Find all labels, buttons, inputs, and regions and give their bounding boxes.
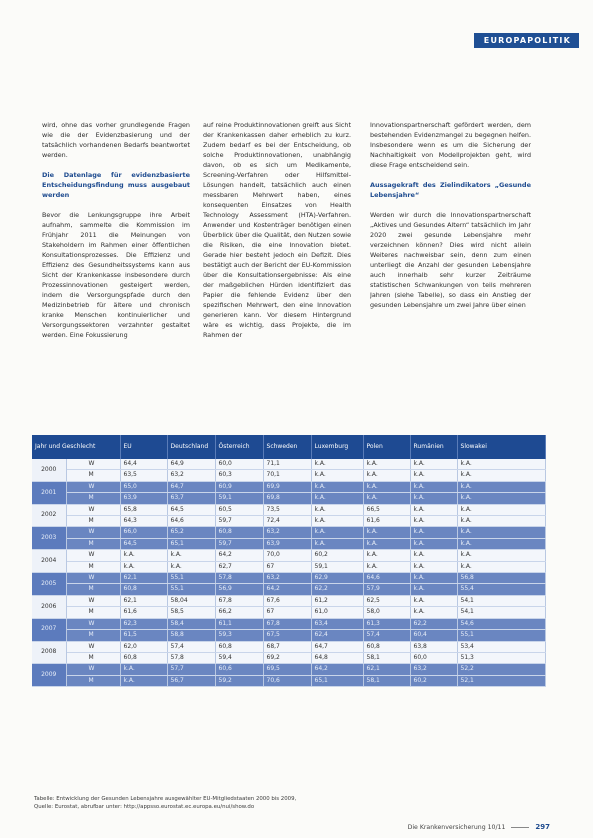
table-row bbox=[32, 459, 545, 470]
value-cell: 70,1 bbox=[263, 470, 311, 481]
value-cell: 52,1 bbox=[457, 675, 545, 686]
table-row bbox=[32, 675, 545, 686]
paragraph: Werden wir durch die Innovationspartnerschaft „Aktives und Gesundes Altern“ tatsächlich im Jahr 2020 zwei gesunde Lebensjahre mehr verzeichnen können? Dies wird nicht allein Weiteres nachweisbar sein, denn zum einen unterliegt die Anzahl der gesunden Lebensjahre auch innerhalb sehr kurzer Zeiträume statistischen Schwankungen von teils mehreren Jahren (siehe Tabelle), so dass ein Anstieg der gesunden Lebensjahre um zwei Jahre über einen bbox=[370, 211, 531, 310]
sex-cell: M bbox=[66, 652, 120, 663]
year-cell: 2000 bbox=[32, 459, 66, 481]
value-cell: 58,8 bbox=[167, 630, 215, 641]
value-cell: 54,6 bbox=[457, 618, 545, 629]
column-header: Polen bbox=[363, 435, 410, 459]
value-cell: 62,4 bbox=[311, 630, 363, 641]
value-cell: 60,9 bbox=[215, 481, 263, 492]
issue-number: 10/11 bbox=[487, 824, 506, 831]
value-cell: 64,6 bbox=[363, 573, 410, 584]
value-cell: k.A. bbox=[167, 561, 215, 572]
value-cell: k.A. bbox=[311, 459, 363, 470]
table-row bbox=[32, 584, 545, 595]
value-cell: 59,2 bbox=[215, 675, 263, 686]
value-cell: k.A. bbox=[311, 470, 363, 481]
sex-cell: M bbox=[66, 675, 120, 686]
value-cell: 66,5 bbox=[363, 504, 410, 515]
value-cell: k.A. bbox=[457, 493, 545, 504]
value-cell: k.A. bbox=[363, 550, 410, 561]
value-cell: 73,5 bbox=[263, 504, 311, 515]
value-cell: 62,1 bbox=[363, 664, 410, 675]
value-cell: k.A. bbox=[410, 493, 457, 504]
value-cell: k.A. bbox=[457, 561, 545, 572]
value-cell: 60,0 bbox=[410, 652, 457, 663]
value-cell: 61,3 bbox=[363, 618, 410, 629]
value-cell: 60,6 bbox=[215, 664, 263, 675]
sex-cell: M bbox=[66, 607, 120, 618]
value-cell: 65,1 bbox=[167, 538, 215, 549]
value-cell: 59,4 bbox=[215, 652, 263, 663]
value-cell: k.A. bbox=[311, 538, 363, 549]
column-header: Schweden bbox=[263, 435, 311, 459]
footer-divider bbox=[511, 827, 529, 828]
value-cell: 58,1 bbox=[363, 675, 410, 686]
year-cell: 2004 bbox=[32, 550, 66, 573]
value-cell: 65,2 bbox=[167, 527, 215, 538]
value-cell: 57,8 bbox=[215, 573, 263, 584]
table-row bbox=[32, 595, 545, 606]
sex-cell: M bbox=[66, 584, 120, 595]
value-cell: 63,4 bbox=[311, 618, 363, 629]
paragraph: auf reine Produktinnovationen greift aus Sicht der Krankenkassen daher erheblich zu kurz. Zudem bedarf es bei der Entscheidung, ob solche Produktinnovationen, unabhängig davon, ob es sich um Medikamente, Screening-Verfahren oder Hilfsmittel-Lösungen handelt, tatsächlich auch einen messbaren Mehrwert haben, eines konsequenten Einsatzes von Health Technology Assessment (HTA)-Verfahren. Anwender und Kostenträger benötigen einen Überblick über die Qualität, den Nutzen sowie die Risiken, die eine Innovation bietet. Gerade hier besteht jedoch ein Defizit. Dies bestätigt auch der Bericht der EU-Kommission über die Konsultationsergebnisse: Als eine der maßgeblichen Hürden identifiziert das Papier die fehlende Evidenz über den spezifischen Mehrwert, den eine Innovation generieren kann. Vor diesem Hintergrund wäre es wichtig, dass Projekte, die im Rahmen der bbox=[203, 121, 351, 340]
subheading: Aussagekraft des Zielindikators „Gesunde Lebensjahre“ bbox=[370, 181, 531, 200]
value-cell: k.A. bbox=[120, 664, 167, 675]
value-cell: 59,1 bbox=[311, 561, 363, 572]
paragraph: wird, ohne das vorher grundlegende Fragen wie die der Evidenzbasierung und der tatsächlich vorhandenen Bedarfs beantwortet werden. bbox=[42, 121, 190, 160]
table-caption bbox=[34, 795, 554, 811]
sex-cell: M bbox=[66, 630, 120, 641]
page-footer bbox=[380, 823, 550, 831]
table-row bbox=[32, 516, 545, 527]
value-cell: 60,0 bbox=[215, 459, 263, 470]
table-row bbox=[32, 652, 545, 663]
value-cell: 67 bbox=[263, 607, 311, 618]
sex-cell: M bbox=[66, 470, 120, 481]
value-cell: 56,8 bbox=[457, 573, 545, 584]
value-cell: 69,5 bbox=[263, 664, 311, 675]
value-cell: k.A. bbox=[457, 481, 545, 492]
value-cell: 62,2 bbox=[410, 618, 457, 629]
value-cell: 60,8 bbox=[215, 527, 263, 538]
value-cell: k.A. bbox=[457, 527, 545, 538]
value-cell: 63,5 bbox=[120, 470, 167, 481]
value-cell: 60,8 bbox=[120, 652, 167, 663]
value-cell: 64,5 bbox=[167, 504, 215, 515]
column-header: Luxemburg bbox=[311, 435, 363, 459]
value-cell: 61,6 bbox=[120, 607, 167, 618]
caption-source: Quelle: Eurostat, abrufbar unter: http://appsso.eurostat.ec.europa.eu/nui/show.do bbox=[34, 804, 255, 810]
value-cell: k.A. bbox=[120, 550, 167, 561]
value-cell: k.A. bbox=[410, 584, 457, 595]
text-column-3 bbox=[370, 120, 531, 422]
column-header: EU bbox=[120, 435, 167, 459]
value-cell: 70,0 bbox=[263, 550, 311, 561]
value-cell: 67,8 bbox=[263, 618, 311, 629]
value-cell: 67,6 bbox=[263, 595, 311, 606]
sex-cell: W bbox=[66, 527, 120, 538]
value-cell: 60,2 bbox=[410, 675, 457, 686]
value-cell: 59,7 bbox=[215, 516, 263, 527]
value-cell: k.A. bbox=[363, 538, 410, 549]
caption-line: Tabelle: Entwicklung der Gesunden Lebensjahre ausgewählter EU-Mitgliedstaaten 2000 bis 2009, bbox=[34, 796, 297, 802]
table-header-row bbox=[32, 435, 545, 459]
value-cell: 64,6 bbox=[167, 516, 215, 527]
value-cell: 58,0 bbox=[363, 607, 410, 618]
value-cell: 56,7 bbox=[167, 675, 215, 686]
value-cell: 62,1 bbox=[120, 573, 167, 584]
value-cell: k.A. bbox=[410, 550, 457, 561]
sex-cell: W bbox=[66, 595, 120, 606]
value-cell: 63,2 bbox=[263, 527, 311, 538]
table-row bbox=[32, 470, 545, 481]
value-cell: k.A. bbox=[410, 481, 457, 492]
value-cell: 62,5 bbox=[363, 595, 410, 606]
value-cell: k.A. bbox=[410, 516, 457, 527]
year-cell: 2008 bbox=[32, 641, 66, 664]
value-cell: 64,2 bbox=[311, 664, 363, 675]
value-cell: 71,1 bbox=[263, 459, 311, 470]
value-cell: k.A. bbox=[410, 595, 457, 606]
value-cell: k.A. bbox=[410, 607, 457, 618]
sex-cell: W bbox=[66, 459, 120, 470]
table-row bbox=[32, 527, 545, 538]
value-cell: 72,4 bbox=[263, 516, 311, 527]
value-cell: 62,3 bbox=[120, 618, 167, 629]
column-header: Deutschland bbox=[167, 435, 215, 459]
sex-cell: M bbox=[66, 516, 120, 527]
value-cell: 62,7 bbox=[215, 561, 263, 572]
value-cell: k.A. bbox=[410, 573, 457, 584]
value-cell: 64,5 bbox=[120, 538, 167, 549]
value-cell: 67,8 bbox=[215, 595, 263, 606]
value-cell: 63,9 bbox=[120, 493, 167, 504]
year-cell: 2007 bbox=[32, 618, 66, 641]
value-cell: 66,2 bbox=[215, 607, 263, 618]
value-cell: 64,7 bbox=[311, 641, 363, 652]
value-cell: 57,8 bbox=[167, 652, 215, 663]
value-cell: 60,5 bbox=[215, 504, 263, 515]
value-cell: 69,9 bbox=[263, 481, 311, 492]
column-header: Jahr und Geschlecht bbox=[32, 435, 120, 459]
table-row bbox=[32, 630, 545, 641]
column-header: Rumänien bbox=[410, 435, 457, 459]
value-cell: 59,1 bbox=[215, 493, 263, 504]
value-cell: 61,2 bbox=[311, 595, 363, 606]
value-cell: 58,04 bbox=[167, 595, 215, 606]
value-cell: 63,2 bbox=[263, 573, 311, 584]
value-cell: 59,7 bbox=[215, 538, 263, 549]
value-cell: k.A. bbox=[311, 493, 363, 504]
value-cell: 62,1 bbox=[120, 595, 167, 606]
value-cell: k.A. bbox=[311, 504, 363, 515]
table-row bbox=[32, 481, 545, 492]
sex-cell: W bbox=[66, 664, 120, 675]
column-header: Österreich bbox=[215, 435, 263, 459]
year-cell: 2009 bbox=[32, 664, 66, 687]
paragraph: Innovationspartnerschaft gefördert werden, dem bestehenden Evidenzmangel zu begegnen helfen. Insbesondere wenn es um die Sicherung der Nachhaltigkeit von Modellprojekten geht, wird diese Frage entscheidend sein. bbox=[370, 121, 531, 170]
value-cell: k.A. bbox=[410, 527, 457, 538]
paragraph: Bevor die Lenkungsgruppe ihre Arbeit aufnahm, sammelte die Kommission im Frühjahr 2011 die Meinungen von Stakeholdern im Rahmen einer öffentlichen Konsultationsprozesses. Die Effizienz und Effizienz des Gesundheitssystems kann aus Sicht der Krankenkasse insbesondere durch Prozessinnovationen gesteigert werden, indem die Versorgungspfade durch den Medizinbetrieb für ältere und chronisch kranke Menschen kontinuierlicher und Versorgungssektoren verzahnter gestaltet werden. Eine Fokussierung bbox=[42, 211, 190, 340]
table-row bbox=[32, 493, 545, 504]
value-cell: 63,2 bbox=[410, 664, 457, 675]
value-cell: 57,7 bbox=[167, 664, 215, 675]
value-cell: 70,6 bbox=[263, 675, 311, 686]
value-cell: k.A. bbox=[363, 459, 410, 470]
value-cell: 64,8 bbox=[311, 652, 363, 663]
value-cell: k.A. bbox=[120, 561, 167, 572]
value-cell: 61,5 bbox=[120, 630, 167, 641]
value-cell: 55,1 bbox=[167, 584, 215, 595]
value-cell: 53,4 bbox=[457, 641, 545, 652]
sex-cell: W bbox=[66, 618, 120, 629]
sex-cell: W bbox=[66, 481, 120, 492]
value-cell: 60,8 bbox=[363, 641, 410, 652]
sex-cell: W bbox=[66, 573, 120, 584]
value-cell: 67 bbox=[263, 561, 311, 572]
value-cell: k.A. bbox=[363, 481, 410, 492]
value-cell: k.A. bbox=[410, 504, 457, 515]
value-cell: 60,2 bbox=[311, 550, 363, 561]
value-cell: 57,4 bbox=[167, 641, 215, 652]
value-cell: 63,9 bbox=[263, 538, 311, 549]
value-cell: 60,8 bbox=[215, 641, 263, 652]
column-header: Slowakei bbox=[457, 435, 545, 459]
value-cell: 55,1 bbox=[167, 573, 215, 584]
value-cell: k.A. bbox=[410, 561, 457, 572]
value-cell: k.A. bbox=[410, 459, 457, 470]
page-number: 297 bbox=[535, 823, 550, 831]
value-cell: 60,8 bbox=[120, 584, 167, 595]
table-row bbox=[32, 573, 545, 584]
value-cell: k.A. bbox=[363, 470, 410, 481]
value-cell: k.A. bbox=[363, 527, 410, 538]
value-cell: 63,8 bbox=[410, 641, 457, 652]
value-cell: 61,1 bbox=[215, 618, 263, 629]
value-cell: 65,0 bbox=[120, 481, 167, 492]
value-cell: 64,9 bbox=[167, 459, 215, 470]
value-cell: 67,5 bbox=[263, 630, 311, 641]
value-cell: k.A. bbox=[410, 470, 457, 481]
year-cell: 2006 bbox=[32, 595, 66, 618]
value-cell: k.A. bbox=[167, 550, 215, 561]
table-row bbox=[32, 538, 545, 549]
value-cell: 59,3 bbox=[215, 630, 263, 641]
sex-cell: M bbox=[66, 493, 120, 504]
value-cell: k.A. bbox=[457, 550, 545, 561]
table-row bbox=[32, 664, 545, 675]
value-cell: 65,1 bbox=[311, 675, 363, 686]
sex-cell: M bbox=[66, 561, 120, 572]
value-cell: 54,1 bbox=[457, 607, 545, 618]
value-cell: 58,1 bbox=[363, 652, 410, 663]
text-column-2 bbox=[203, 120, 351, 422]
value-cell: 61,0 bbox=[311, 607, 363, 618]
value-cell: 64,7 bbox=[167, 481, 215, 492]
year-cell: 2002 bbox=[32, 504, 66, 527]
value-cell: 60,4 bbox=[410, 630, 457, 641]
value-cell: 63,2 bbox=[167, 470, 215, 481]
value-cell: k.A. bbox=[457, 470, 545, 481]
value-cell: 57,4 bbox=[363, 630, 410, 641]
value-cell: 58,5 bbox=[167, 607, 215, 618]
value-cell: 62,9 bbox=[311, 573, 363, 584]
sex-cell: W bbox=[66, 550, 120, 561]
year-cell: 2005 bbox=[32, 573, 66, 596]
value-cell: 52,2 bbox=[457, 664, 545, 675]
sex-cell: W bbox=[66, 641, 120, 652]
value-cell: k.A. bbox=[363, 493, 410, 504]
text-column-1 bbox=[42, 120, 190, 422]
value-cell: k.A. bbox=[311, 527, 363, 538]
value-cell: k.A. bbox=[457, 504, 545, 515]
value-cell: 64,3 bbox=[120, 516, 167, 527]
value-cell: 55,4 bbox=[457, 584, 545, 595]
table-row bbox=[32, 618, 545, 629]
sex-cell: M bbox=[66, 538, 120, 549]
value-cell: k.A. bbox=[457, 459, 545, 470]
value-cell: 62,2 bbox=[311, 584, 363, 595]
value-cell: k.A. bbox=[457, 516, 545, 527]
healthy-life-years-table bbox=[32, 435, 545, 687]
value-cell: 57,9 bbox=[363, 584, 410, 595]
section-label: EUROPAPOLITIK bbox=[474, 33, 579, 48]
value-cell: 68,7 bbox=[263, 641, 311, 652]
year-cell: 2001 bbox=[32, 481, 66, 504]
value-cell: k.A. bbox=[120, 675, 167, 686]
value-cell: 64,4 bbox=[120, 459, 167, 470]
value-cell: k.A. bbox=[363, 561, 410, 572]
value-cell: 58,4 bbox=[167, 618, 215, 629]
value-cell: k.A. bbox=[311, 516, 363, 527]
subheading: Die Datenlage für evidenzbasierte Entscheidungsfindung muss ausgebaut werden bbox=[42, 171, 190, 200]
value-cell: 55,1 bbox=[457, 630, 545, 641]
value-cell: k.A. bbox=[457, 538, 545, 549]
value-cell: 62,0 bbox=[120, 641, 167, 652]
value-cell: 60,3 bbox=[215, 470, 263, 481]
value-cell: 54,1 bbox=[457, 595, 545, 606]
journal-name: Die Krankenversicherung bbox=[407, 824, 486, 831]
table-row bbox=[32, 504, 545, 515]
value-cell: 65,8 bbox=[120, 504, 167, 515]
year-cell: 2003 bbox=[32, 527, 66, 550]
value-cell: k.A. bbox=[311, 481, 363, 492]
table-row bbox=[32, 607, 545, 618]
value-cell: k.A. bbox=[410, 538, 457, 549]
value-cell: 66,0 bbox=[120, 527, 167, 538]
sex-cell: W bbox=[66, 504, 120, 515]
value-cell: 64,2 bbox=[263, 584, 311, 595]
value-cell: 63,7 bbox=[167, 493, 215, 504]
value-cell: 69,8 bbox=[263, 493, 311, 504]
table-row bbox=[32, 641, 545, 652]
table-row bbox=[32, 550, 545, 561]
value-cell: 64,2 bbox=[215, 550, 263, 561]
value-cell: 51,3 bbox=[457, 652, 545, 663]
value-cell: 56,9 bbox=[215, 584, 263, 595]
table-row bbox=[32, 561, 545, 572]
value-cell: 61,6 bbox=[363, 516, 410, 527]
value-cell: 69,2 bbox=[263, 652, 311, 663]
